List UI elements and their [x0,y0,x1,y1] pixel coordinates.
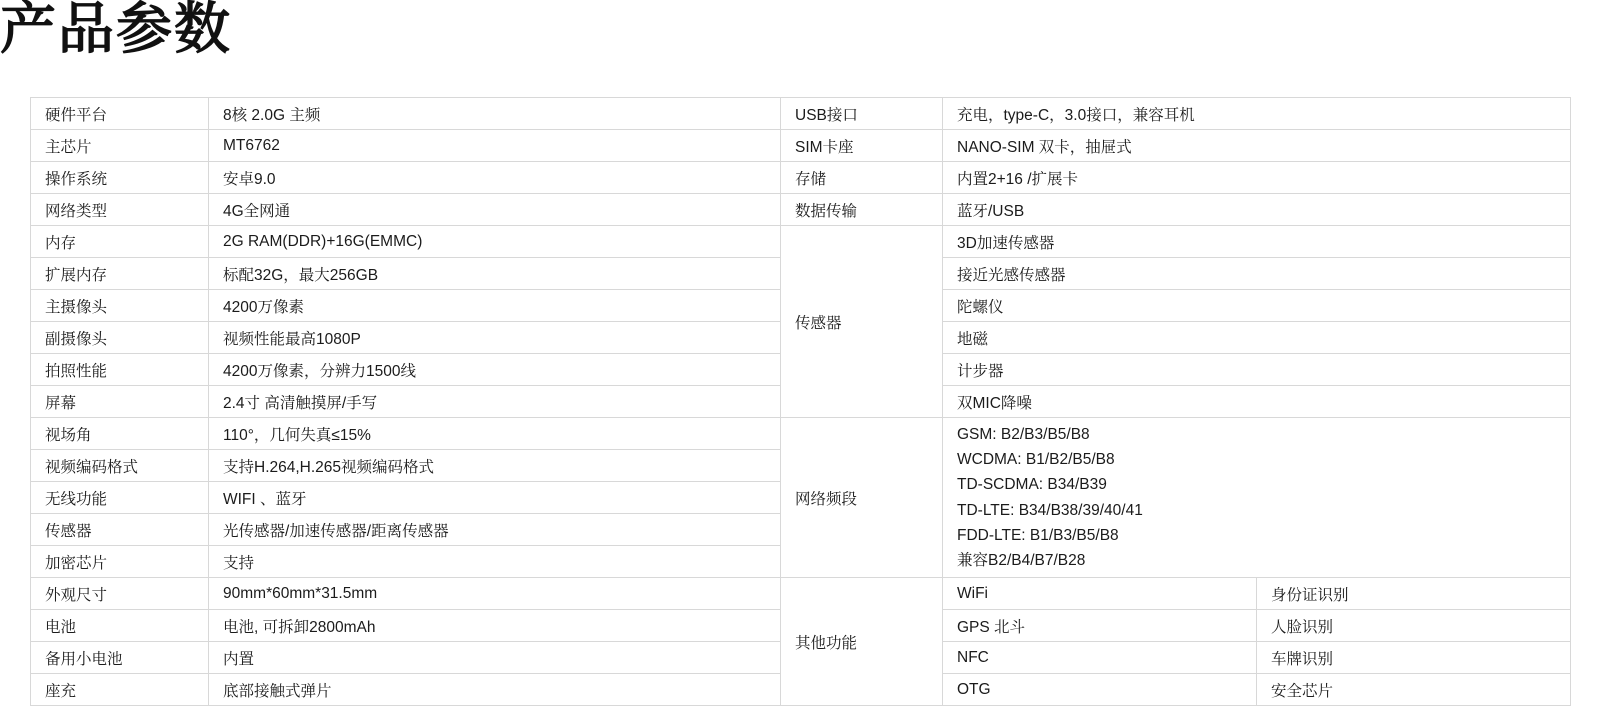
spec-value: 支持 [209,546,781,578]
spec-value: 安卓9.0 [209,162,781,194]
spec-value: 4200万像素，分辨力1500线 [209,354,781,386]
table-row [31,578,1571,610]
spec-value: 90mm*60mm*31.5mm [209,578,781,610]
other-function-item: GPS 北斗 [943,610,1257,642]
spec-label: 拍照性能 [31,354,209,386]
spec-label-sensors: 传感器 [781,226,943,418]
spec-label: 加密芯片 [31,546,209,578]
spec-label-other-functions: 其他功能 [781,578,943,706]
spec-label: 视频编码格式 [31,450,209,482]
other-function-item: NFC [943,642,1257,674]
spec-value: 标配32G，最大256GB [209,258,781,290]
spec-value: 4G全网通 [209,194,781,226]
spec-value: 110°，几何失真≤15% [209,418,781,450]
other-function-item: OTG [943,674,1257,706]
sensor-item: 接近光感传感器 [943,258,1571,290]
spec-label: 主芯片 [31,130,209,162]
band-line: GSM: B2/B3/B5/B8 [957,426,1090,444]
spec-label: 座充 [31,674,209,706]
spec-label: 备用小电池 [31,642,209,674]
other-function-item: 身份证识别 [1257,578,1571,610]
spec-value: MT6762 [209,130,781,162]
spec-label: 视场角 [31,418,209,450]
spec-label: 存储 [781,162,943,194]
spec-value: WIFI 、蓝牙 [209,482,781,514]
spec-label: 内存 [31,226,209,258]
spec-value: 蓝牙/USB [943,194,1571,226]
spec-value: 充电，type-C，3.0接口，兼容耳机 [943,98,1571,130]
spec-value: 电池, 可拆卸2800mAh [209,610,781,642]
table-row [31,194,1571,226]
spec-label: 副摄像头 [31,322,209,354]
band-line: FDD-LTE: B1/B3/B5/B8 [957,526,1119,544]
other-function-item: WiFi [943,578,1257,610]
other-function-item: 人脸识别 [1257,610,1571,642]
spec-value: 视频性能最高1080P [209,322,781,354]
sensor-item: 双MIC降噪 [943,386,1571,418]
spec-label: 硬件平台 [31,98,209,130]
band-line: WCDMA: B1/B2/B5/B8 [957,451,1115,469]
spec-label: 网络类型 [31,194,209,226]
table-row [31,162,1571,194]
sensor-item: 3D加速传感器 [943,226,1571,258]
sensor-item: 计步器 [943,354,1571,386]
spec-label: USB接口 [781,98,943,130]
spec-value: 4200万像素 [209,290,781,322]
spec-value: 光传感器/加速传感器/距离传感器 [209,514,781,546]
spec-value: 内置 [209,642,781,674]
band-line: TD-LTE: B34/B38/39/40/41 [957,501,1143,519]
spec-label: 传感器 [31,514,209,546]
spec-table [30,97,1571,706]
sensor-item: 陀螺仪 [943,290,1571,322]
spec-value: NANO-SIM 双卡，抽屉式 [943,130,1571,162]
other-function-item: 车牌识别 [1257,642,1571,674]
network-bands-value [943,418,1571,578]
spec-value: 2.4寸 高清触摸屏/手写 [209,386,781,418]
band-line: 兼容B2/B4/B7/B28 [957,551,1086,569]
sensor-item: 地磁 [943,322,1571,354]
spec-label-network-bands: 网络频段 [781,418,943,578]
spec-label: 外观尺寸 [31,578,209,610]
spec-value: 8核 2.0G 主频 [209,98,781,130]
spec-value: 支持H.264,H.265视频编码格式 [209,450,781,482]
spec-label: SIM卡座 [781,130,943,162]
table-row [31,130,1571,162]
spec-label: 操作系统 [31,162,209,194]
table-row [31,98,1571,130]
table-row [31,418,1571,450]
other-function-item: 安全芯片 [1257,674,1571,706]
spec-label: 扩展内存 [31,258,209,290]
spec-value: 内置2+16 /扩展卡 [943,162,1571,194]
band-line: TD-SCDMA: B34/B39 [957,476,1107,494]
spec-label: 屏幕 [31,386,209,418]
table-row [31,226,1571,258]
page-title: 产品参数 [0,0,232,62]
spec-label: 无线功能 [31,482,209,514]
spec-value: 底部接触式弹片 [209,674,781,706]
spec-label: 电池 [31,610,209,642]
spec-value: 2G RAM(DDR)+16G(EMMC) [209,226,781,258]
spec-label: 数据传输 [781,194,943,226]
spec-label: 主摄像头 [31,290,209,322]
spec-table-wrapper [30,97,1570,706]
